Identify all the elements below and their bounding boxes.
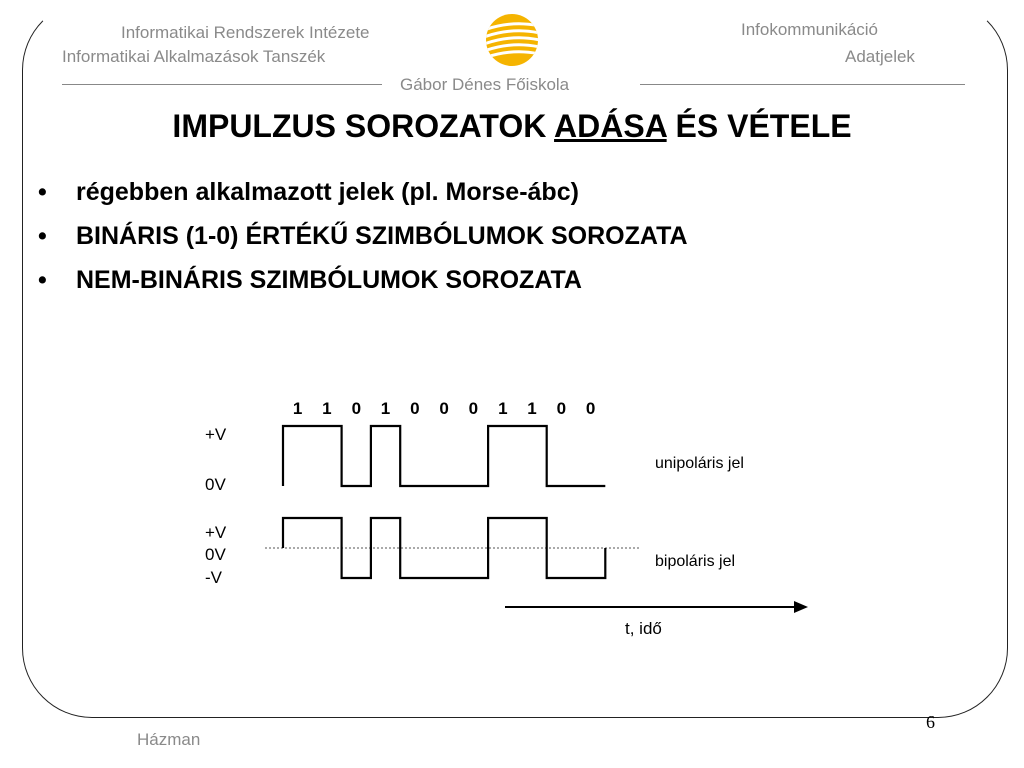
bullet-dot: • — [38, 222, 47, 250]
bullet-item: • régebben alkalmazott jelek (pl. Morse-ábc) — [38, 170, 688, 214]
bit-label: 1 — [292, 399, 303, 418]
bullet-item: • BINÁRIS (1-0) ÉRTÉKŰ SZIMBÓLUMOK SOROZATA — [38, 214, 688, 258]
footer-author: Házman — [137, 730, 201, 749]
bit-labels — [293, 399, 595, 418]
bit-label: 0 — [468, 399, 479, 418]
bit-label: 0 — [351, 399, 362, 418]
bipolar-zero-label: 0V — [205, 545, 226, 564]
bipolar-caption: bipoláris jel — [655, 553, 736, 570]
page-number: 6 — [926, 712, 935, 732]
bullet-dot: • — [38, 266, 47, 294]
bit-label: 1 — [380, 399, 391, 418]
bipolar-waveform — [283, 518, 605, 578]
bit-label: 0 — [439, 399, 449, 418]
header-school: Gábor Dénes Főiskola — [400, 75, 570, 94]
unipolar-caption: unipoláris jel — [655, 455, 744, 472]
bullet-item: • NEM-BINÁRIS SZIMBÓLUMOK SOROZATA — [38, 258, 688, 302]
header-course: Infokommunikáció — [741, 20, 879, 39]
bit-label: 1 — [527, 399, 537, 418]
bit-label: 0 — [556, 399, 567, 418]
slide-title: IMPULZUS SOROZATOK ADÁSA ÉS VÉTELE — [172, 108, 852, 144]
bipolar-low-label: -V — [205, 568, 222, 587]
time-axis-label: t, idő — [625, 619, 662, 638]
header-topic: Adatjelek — [845, 47, 915, 66]
time-axis-arrow-icon — [794, 601, 808, 613]
bullet-dot: • — [38, 178, 47, 206]
bipolar-high-label: +V — [205, 523, 227, 542]
unipolar-low-label: 0V — [205, 475, 226, 494]
bit-label: 1 — [498, 399, 508, 418]
bit-label: 0 — [585, 399, 596, 418]
header-institute: Informatikai Rendszerek Intézete — [121, 23, 370, 42]
unipolar-waveform — [283, 426, 605, 486]
unipolar-high-label: +V — [205, 425, 227, 444]
bit-label: 0 — [410, 399, 420, 418]
header-department: Informatikai Alkalmazások Tanszék — [62, 47, 326, 66]
bit-label: 1 — [322, 399, 332, 418]
